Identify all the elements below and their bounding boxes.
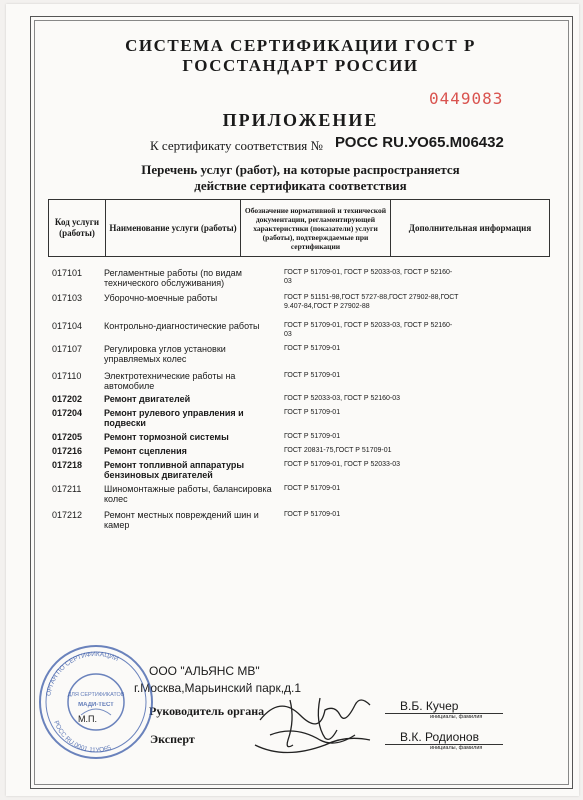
service-name: Ремонт рулевого управления и подвески — [104, 408, 244, 428]
service-standards: ГОСТ Р 51709-01 — [284, 409, 341, 416]
certificate-prefix: К сертификату соответствия № — [150, 138, 323, 153]
system-title: СИСТЕМА СЕРТИФИКАЦИИ ГОСТ Р — [125, 36, 476, 55]
agency-title: ГОССТАНДАРТ РОССИИ — [182, 56, 419, 75]
organization-name: ООО "АЛЬЯНС МВ" — [149, 664, 260, 678]
header-docs: Обозначение нормативной и технической документации, регламентирующей характеристики (показатели) услуги (работы), подтверждаемые при сертификации — [241, 200, 391, 257]
organization-address: г.Москва,Марьинский парк,д.1 — [134, 681, 302, 695]
service-standards: ГОСТ Р 51151-98,ГОСТ 5727-88,ГОСТ 27902-88,ГОСТ 9.407-84,ГОСТ Р 27902-88 — [284, 294, 459, 310]
header-info: Дополнительная информация — [391, 200, 550, 257]
service-code: 017204 — [52, 408, 83, 418]
list-title-line2: действие сертификата соответствия — [194, 178, 407, 193]
stamp-top-text: ОРГАН ПО СЕРТИФИКАЦИИ — [45, 650, 120, 697]
service-standards: ГОСТ Р 51709-01, ГОСТ Р 52033-03, ГОСТ Р 52160-03 — [284, 322, 453, 338]
service-name: Ремонт сцепления — [104, 446, 187, 456]
service-name: Ремонт топливной аппаратуры бензиновых двигателей — [104, 460, 245, 480]
expert-caption: инициалы, фамилия — [430, 745, 483, 751]
service-name: Уборочно-моечные работы — [104, 293, 218, 303]
service-name: Электротехнические работы на автомобиле — [104, 371, 236, 391]
service-standards: ГОСТ Р 51709-01 — [284, 511, 341, 518]
service-code: 017212 — [52, 510, 83, 520]
service-standards: ГОСТ 20831-75,ГОСТ Р 51709-01 — [284, 447, 392, 454]
service-standards: ГОСТ Р 51709-01 — [284, 372, 341, 379]
service-name: Ремонт местных повреждений шин и камер — [104, 510, 259, 530]
services-table-header — [48, 199, 550, 257]
stamp-inner-text: ДЛЯ СЕРТИФИКАТОВ — [67, 692, 125, 698]
service-standards: ГОСТ Р 51709-01, ГОСТ Р 52033-03 — [284, 461, 401, 468]
header-code: Код услуги (работы) — [49, 200, 106, 257]
service-name: Ремонт двигателей — [104, 394, 191, 404]
service-code: 017216 — [52, 446, 83, 456]
stamp-bottom-text: РОСС RU.0001.11УО65 — [52, 719, 113, 755]
stamp-label: М.П. — [78, 714, 97, 724]
service-standards: ГОСТ Р 51709-01, ГОСТ Р 52033-03, ГОСТ Р 52160-03 — [284, 269, 453, 285]
service-code: 017202 — [52, 394, 83, 404]
round-stamp — [36, 640, 166, 770]
service-name: Шиномонтажные работы, балансировка колес — [104, 484, 272, 504]
header-name: Наименование услуги (работы) — [106, 200, 241, 257]
service-name: Регулировка углов установки управляемых колес — [104, 344, 226, 364]
service-standards: ГОСТ Р 51709-01 — [284, 485, 341, 492]
head-name: В.Б. Кучер — [400, 699, 459, 713]
page-title: ПРИЛОЖЕНИЕ — [222, 110, 379, 130]
service-code: 017110 — [52, 371, 82, 381]
service-name: Контрольно-диагностические работы — [104, 321, 260, 331]
service-code: 017211 — [52, 484, 82, 494]
stamp-name: МАДИ-ТЕСТ — [78, 702, 114, 708]
service-standards: ГОСТ Р 51709-01 — [284, 433, 341, 440]
service-standards: ГОСТ Р 51709-01 — [284, 345, 341, 352]
service-code: 017101 — [52, 268, 83, 278]
signatures-scribble — [250, 680, 380, 760]
head-caption: инициалы, фамилия — [430, 714, 483, 720]
service-standards: ГОСТ Р 52033-03, ГОСТ Р 52160-03 — [284, 395, 401, 402]
service-code: 017107 — [52, 344, 83, 354]
serial-number: 0449083 — [429, 89, 504, 108]
service-code: 017103 — [52, 293, 83, 303]
head-role: Руководитель органа — [149, 704, 265, 718]
service-code: 017218 — [52, 460, 83, 470]
service-name: Ремонт тормозной системы — [104, 432, 229, 442]
expert-role: Эксперт — [150, 732, 195, 746]
service-name: Регламентные работы (по видам технического обслуживания) — [104, 268, 242, 288]
service-code: 017205 — [52, 432, 83, 442]
certificate-number: РОСС RU.УО65.М06432 — [335, 134, 504, 151]
expert-name: В.К. Родионов — [400, 730, 479, 744]
list-title-line1: Перечень услуг (работ), на которые распространяется — [141, 162, 460, 177]
service-code: 017104 — [52, 321, 83, 331]
